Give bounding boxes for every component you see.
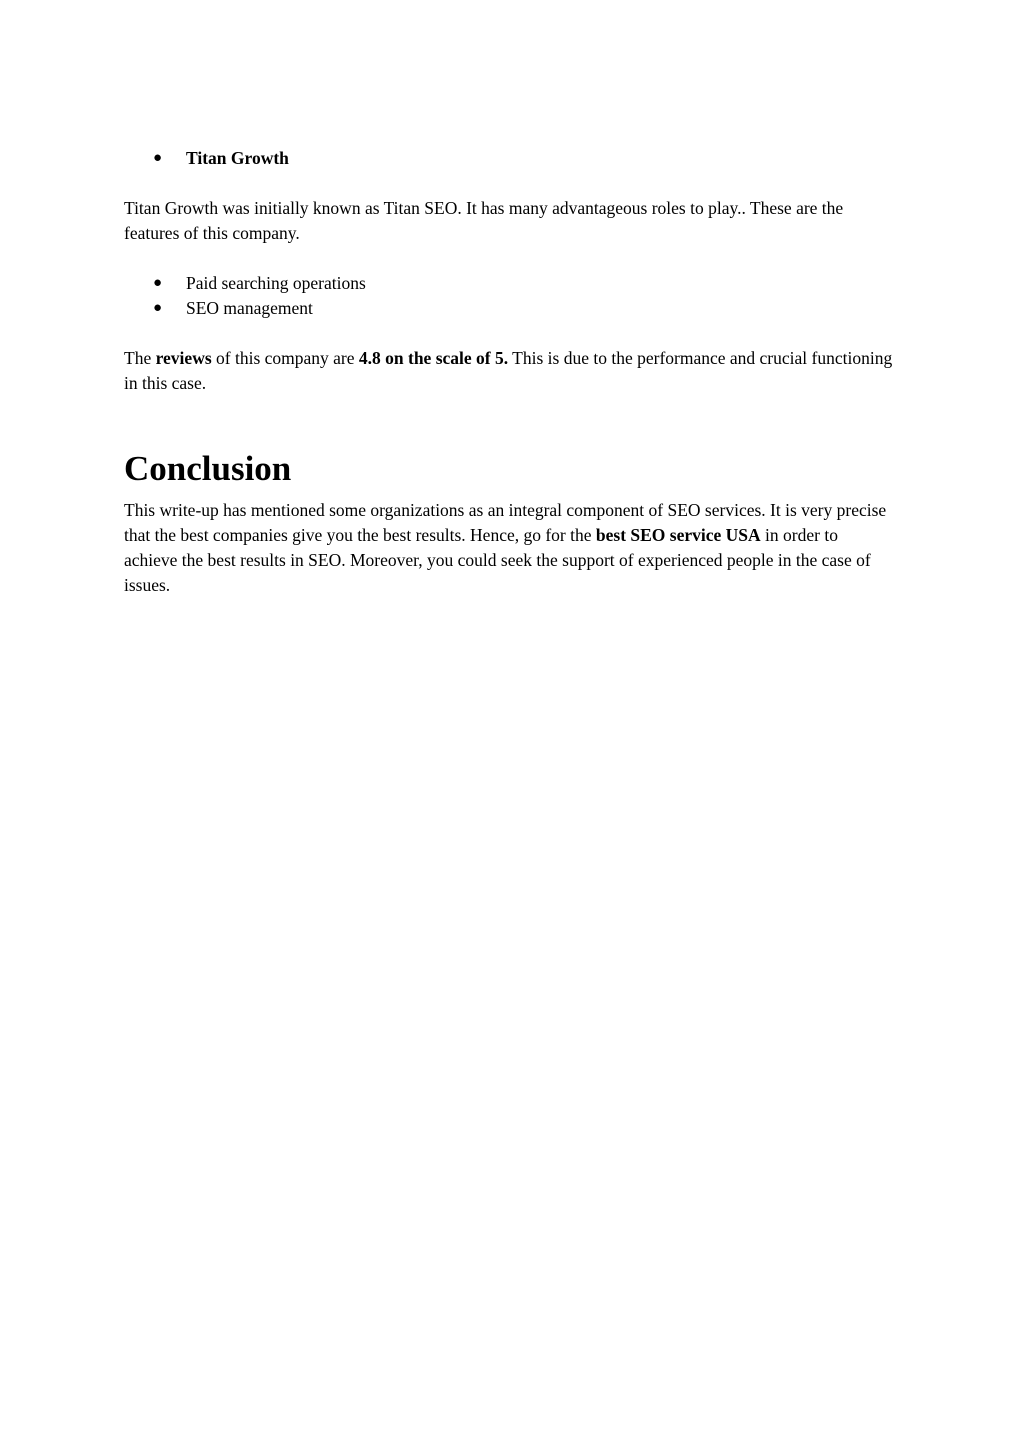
review-paragraph <box>124 346 894 396</box>
company-intro-paragraph: Titan Growth was initially known as Titan SEO. It has many advantageous roles to play.. These are the features of this company. <box>124 198 844 243</box>
company-heading-list <box>124 146 894 171</box>
bullet-icon: ● <box>153 300 163 316</box>
bullet-icon: ● <box>153 150 163 166</box>
company-name: Titan Growth <box>186 148 289 168</box>
review-text: The <box>124 348 156 368</box>
conclusion-text: in order to achieve the best results in SEO. Moreover, you could seek the support of experienced people in the case of issues. <box>124 525 871 595</box>
bullet-icon: ● <box>153 275 163 291</box>
features-list <box>124 271 894 321</box>
document-body <box>124 146 894 598</box>
conclusion-paragraph <box>124 498 894 598</box>
conclusion-keyword: best SEO service USA <box>595 525 761 545</box>
feature-text: SEO management <box>186 298 313 318</box>
review-text: This is due to the performance and crucial functioning in this case. <box>124 348 893 393</box>
review-keyword: reviews <box>155 348 212 368</box>
list-item <box>124 146 894 171</box>
review-score: 4.8 on the scale of 5. <box>358 348 509 368</box>
conclusion-text: This write-up has mentioned some organizations as an integral component of SEO services. It is very precise that the best companies give you the best results. Hence, go for the <box>124 500 887 545</box>
feature-text: Paid searching operations <box>186 273 366 293</box>
list-item <box>124 271 894 296</box>
review-text: of this company are <box>211 348 359 368</box>
conclusion-heading: Conclusion <box>124 449 292 488</box>
list-item <box>124 296 894 321</box>
